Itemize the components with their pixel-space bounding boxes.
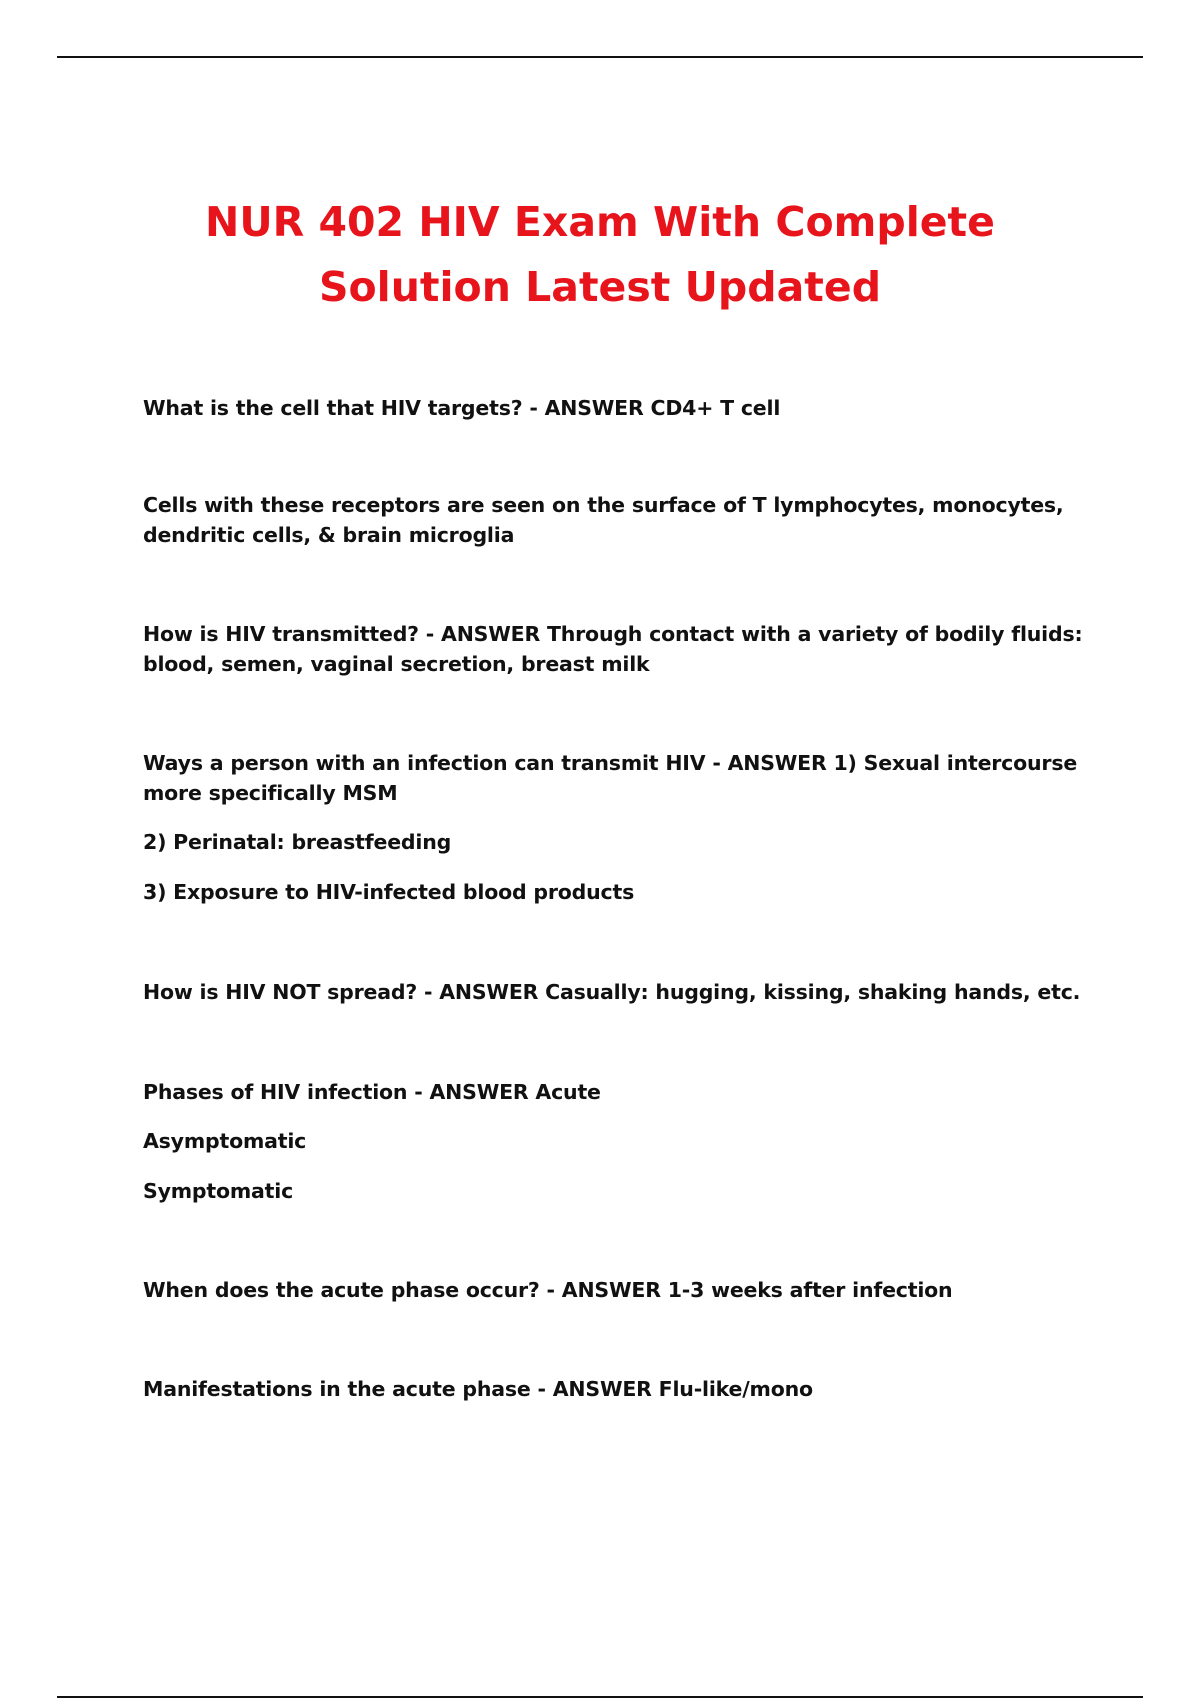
document-title xyxy=(0,190,1200,320)
paragraph: 3) Exposure to HIV-infected blood products xyxy=(143,880,635,904)
paragraph: Asymptomatic xyxy=(143,1129,307,1153)
paragraph: When does the acute phase occur? - ANSWER 1-3 weeks after infection xyxy=(143,1278,953,1302)
title-line-1: NUR 402 HIV Exam With Complete xyxy=(205,198,995,246)
bottom-rule xyxy=(57,1696,1143,1698)
paragraph: Phases of HIV infection - ANSWER Acute xyxy=(143,1080,601,1104)
paragraph: Manifestations in the acute phase - ANSWER Flu-like/mono xyxy=(143,1377,813,1401)
paragraph: Symptomatic xyxy=(143,1179,294,1203)
paragraph: Cells with these receptors are seen on the surface of T lymphocytes, monocytes, dendritic cells, & brain microglia xyxy=(143,493,1064,547)
paragraph: What is the cell that HIV targets? - ANSWER CD4+ T cell xyxy=(143,396,781,420)
top-rule xyxy=(57,56,1143,58)
paragraph: 2) Perinatal: breastfeeding xyxy=(143,830,452,854)
paragraph: Ways a person with an infection can transmit HIV - ANSWER 1) Sexual intercourse more specifically MSM xyxy=(143,751,1078,805)
title-line-2: Solution Latest Updated xyxy=(318,263,882,311)
paragraph: How is HIV transmitted? - ANSWER Through contact with a variety of bodily fluids: blood, semen, vaginal secretion, breast milk xyxy=(143,622,1083,676)
paragraph: How is HIV NOT spread? - ANSWER Casually: hugging, kissing, shaking hands, etc. xyxy=(143,980,1081,1004)
